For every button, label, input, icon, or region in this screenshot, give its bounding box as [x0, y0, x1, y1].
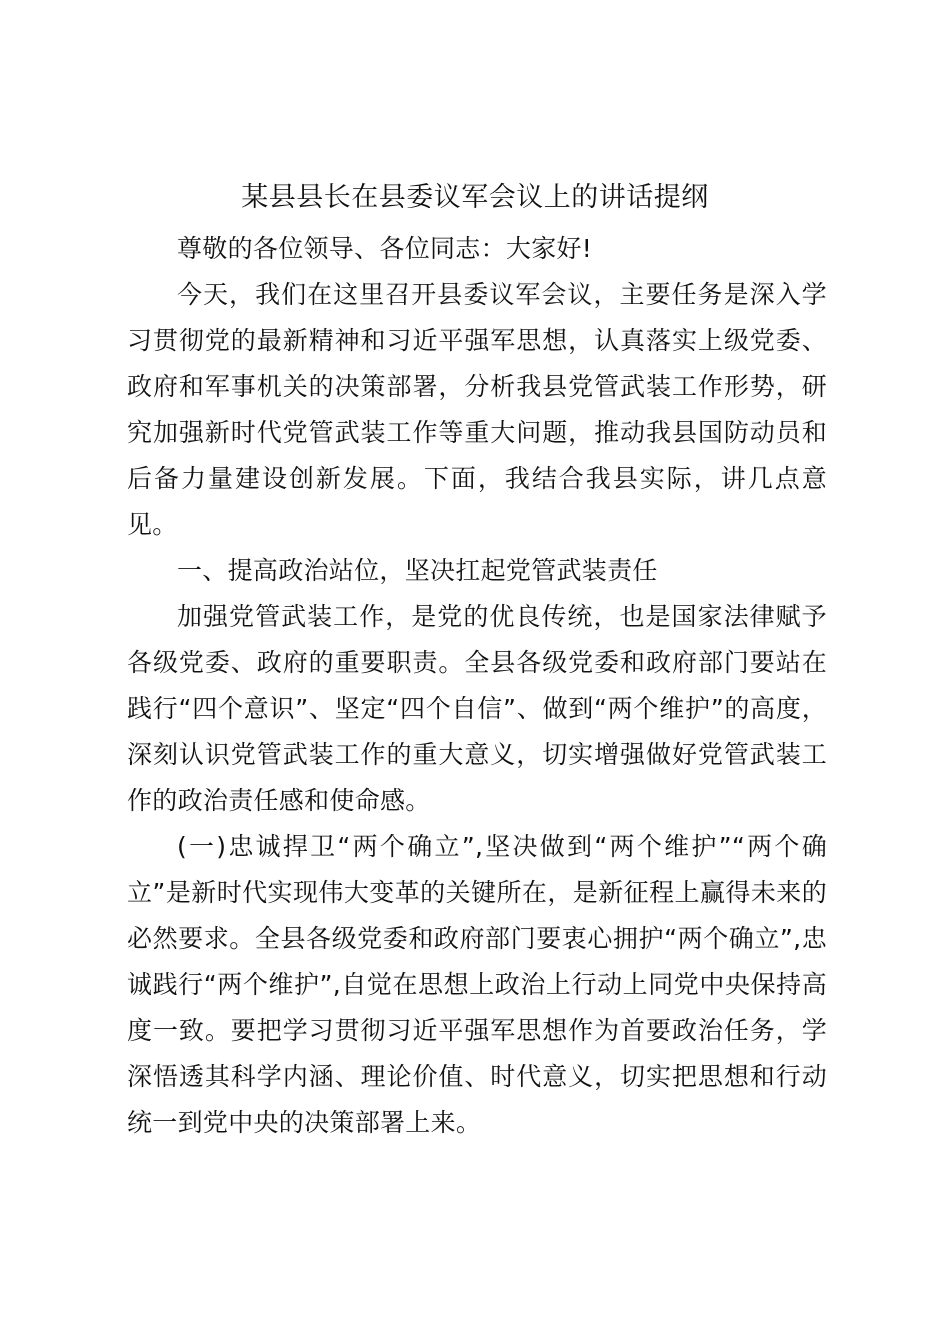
greeting-paragraph: 尊敬的各位领导、各位同志：大家好!	[177, 234, 593, 263]
section-1-heading: 一、提高政治站位，坚决扛起党管武装责任	[177, 556, 658, 585]
document-body	[127, 226, 827, 1146]
section-1-paragraph: 加强党管武装工作，是党的优良传统，也是国家法律赋予各级党委、政府的重要职责。全县各级党委和政府部门要站在践行“四个意识”、坚定“四个自信”、做到“两个维护”的高度，深刻认识党管武装工作的重大意义，切实增强做好党管武装工作的政治责任感和使命感。	[127, 602, 827, 815]
subsection-1-paragraph: (一)忠诚捍卫“两个确立”,坚决做到“两个维护”“两个确立”是新时代实现伟大变革的关键所在，是新征程上赢得未来的必然要求。全县各级党委和政府部门要衷心拥护“两个确立”,忠诚践行“两个维护”,自觉在思想上政治上行动上同党中央保持高度一致。要把学习贯彻习近平强军思想作为首要政治任务，学深悟透其科学内涵、理论价值、时代意义，切实把思想和行动统一到党中央的决策部署上来。	[127, 832, 827, 1137]
intro-paragraph: 今天，我们在这里召开县委议军会议，主要任务是深入学习贯彻党的最新精神和习近平强军思想，认真落实上级党委、政府和军事机关的决策部署，分析我县党管武装工作形势，研究加强新时代党管武装工作等重大问题，推动我县国防动员和后备力量建设创新发展。下面，我结合我县实际，讲几点意见。	[127, 280, 827, 539]
document-title: 某县县长在县委议军会议上的讲话提纲	[241, 182, 709, 213]
